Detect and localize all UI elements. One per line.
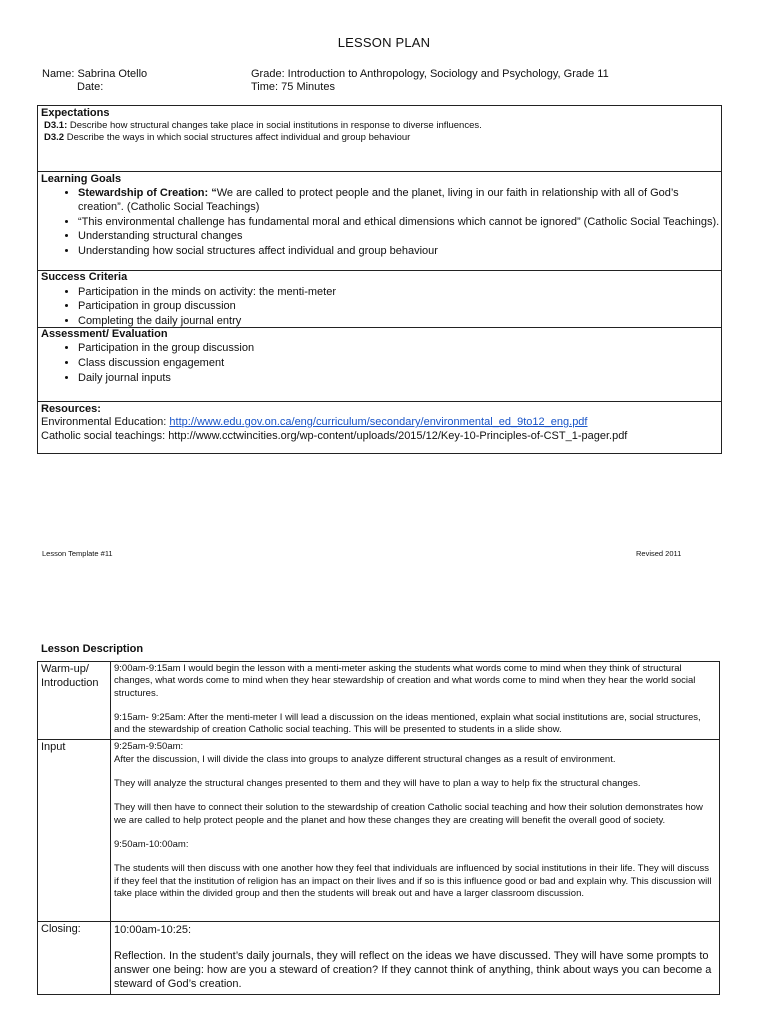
env-education-link[interactable]: http://www.edu.gov.on.ca/eng/curriculum/secondary/environmental_ed_9to12_eng.pdf xyxy=(169,416,588,428)
expectation-item: D3.2 Describe the ways in which social structures affect individual and group behaviour xyxy=(44,132,411,143)
assessment-section xyxy=(38,327,721,386)
learning-goal-item: • “This environmental challenge has fundamental moral and ethical dimensions which cannot be ignored” (Catholic Social Teachings). xyxy=(78,215,721,229)
resources-heading: Resources: xyxy=(41,403,101,415)
resources-section xyxy=(38,401,721,443)
assessment-heading: Assessment/ Evaluation xyxy=(41,328,168,340)
learning-goal-item: • Stewardship of Creation: “We are called to protect people and the planet, living in our faith in relationship with all of God’s creation”. (Catholic Social Teachings) xyxy=(78,186,721,215)
name-field: Name: Sabrina Otello xyxy=(42,68,148,80)
row-label: Input xyxy=(38,740,111,922)
expectation-item: D3.1: Describe how structural changes take place in social institutions in response to diverse influences. xyxy=(44,120,482,131)
success-criteria-item: • Participation in group discussion xyxy=(78,299,721,313)
footer-template-label: Lesson Template #11 xyxy=(42,549,113,558)
lesson-plan-box xyxy=(37,105,722,454)
page-title: LESSON PLAN xyxy=(337,35,431,50)
success-criteria-heading: Success Criteria xyxy=(41,271,128,283)
table-row xyxy=(38,740,720,922)
row-content: 9:00am-9:15am I would begin the lesson with a menti-meter asking the students what words come to mind when they think of structural changes, what words come to mind when they hear stewardship of creation and what words come to mind when they hear the world social structures. 9:15am- 9:25am: After the menti-meter I will lead a discussion on the ideas mentioned, explain what social institutions are, social structures, and the stewardship of creation Catholic social teaching. This will be presented to students in a slide show. xyxy=(111,662,720,740)
cst-url: http://www.cctwincities.org/wp-content/uploads/2015/12/Key-10-Principles-of-CST_1-pager.pdf xyxy=(168,429,628,442)
time-field: Time: 75 Minutes xyxy=(251,81,335,93)
learning-goal-item: • Understanding structural changes xyxy=(78,229,721,243)
expectations-section xyxy=(38,107,721,144)
row-label: Closing: xyxy=(38,922,111,995)
row-label: Warm-up/ Introduction xyxy=(38,662,111,740)
learning-goals-heading: Learning Goals xyxy=(41,173,122,185)
table-row xyxy=(38,662,720,740)
success-criteria-item: • Participation in the minds on activity: the menti-meter xyxy=(78,285,721,299)
success-criteria-section xyxy=(38,270,721,328)
expectations-heading: Expectations xyxy=(41,107,110,119)
lesson-description-heading: Lesson Description xyxy=(41,643,144,655)
row-content: 9:25am-9:50am: After the discussion, I will divide the class into groups to analyze different structural changes as a result of environment. They will analyze the structural changes presented to them and they will have to plan a way to help fix the structural changes. They will then have to connect their solution to the stewardship of creation Catholic social teaching and how their solution demonstrates how we are called to help protect people and the planet and how these changes they are creating will benefit the overall good of society. 9:50am-10:00am: The students will then discuss with one another how they feel that individuals are influenced by social institutions in their life. They will discuss if they feel that the institution of religion has an impact on their lives and if so is this influence good or bad and explain why. This discussion will take place within the divided group and then the students will break out and have a larger classroom discussion. xyxy=(111,740,720,922)
resource-cst: Catholic social teachings: http://www.cctwincities.org/wp-content/uploads/2015/12/Key-10-Principles-of-CST_1-pager.pdf xyxy=(41,429,628,442)
success-criteria-item: • Completing the daily journal entry xyxy=(78,314,721,328)
date-field: Date: xyxy=(77,81,104,93)
table-row xyxy=(38,922,720,995)
learning-goals-section xyxy=(38,171,721,258)
learning-goal-item: • Understanding how social structures affect individual and group behaviour xyxy=(78,244,721,258)
lesson-description-table xyxy=(37,661,720,995)
assessment-item: • Class discussion engagement xyxy=(78,356,721,371)
assessment-item: • Participation in the group discussion xyxy=(78,341,721,356)
footer-revised-label: Revised 2011 xyxy=(636,549,682,558)
resource-env: Environmental Education: http://www.edu.gov.on.ca/eng/curriculum/secondary/environmental_ed_9to12_eng.pdf xyxy=(41,416,588,428)
row-content: 10:00am-10:25: Reflection. In the student’s daily journals, they will reflect on the ideas we have discussed. They will have some prompts to answer one being: how are you a steward of creation? If they cannot think of anything, think about ways you can become a steward of God’s creation. xyxy=(111,922,720,995)
assessment-item: • Daily journal inputs xyxy=(78,371,721,386)
grade-field: Grade: Introduction to Anthropology, Sociology and Psychology, Grade 11 xyxy=(251,68,609,80)
